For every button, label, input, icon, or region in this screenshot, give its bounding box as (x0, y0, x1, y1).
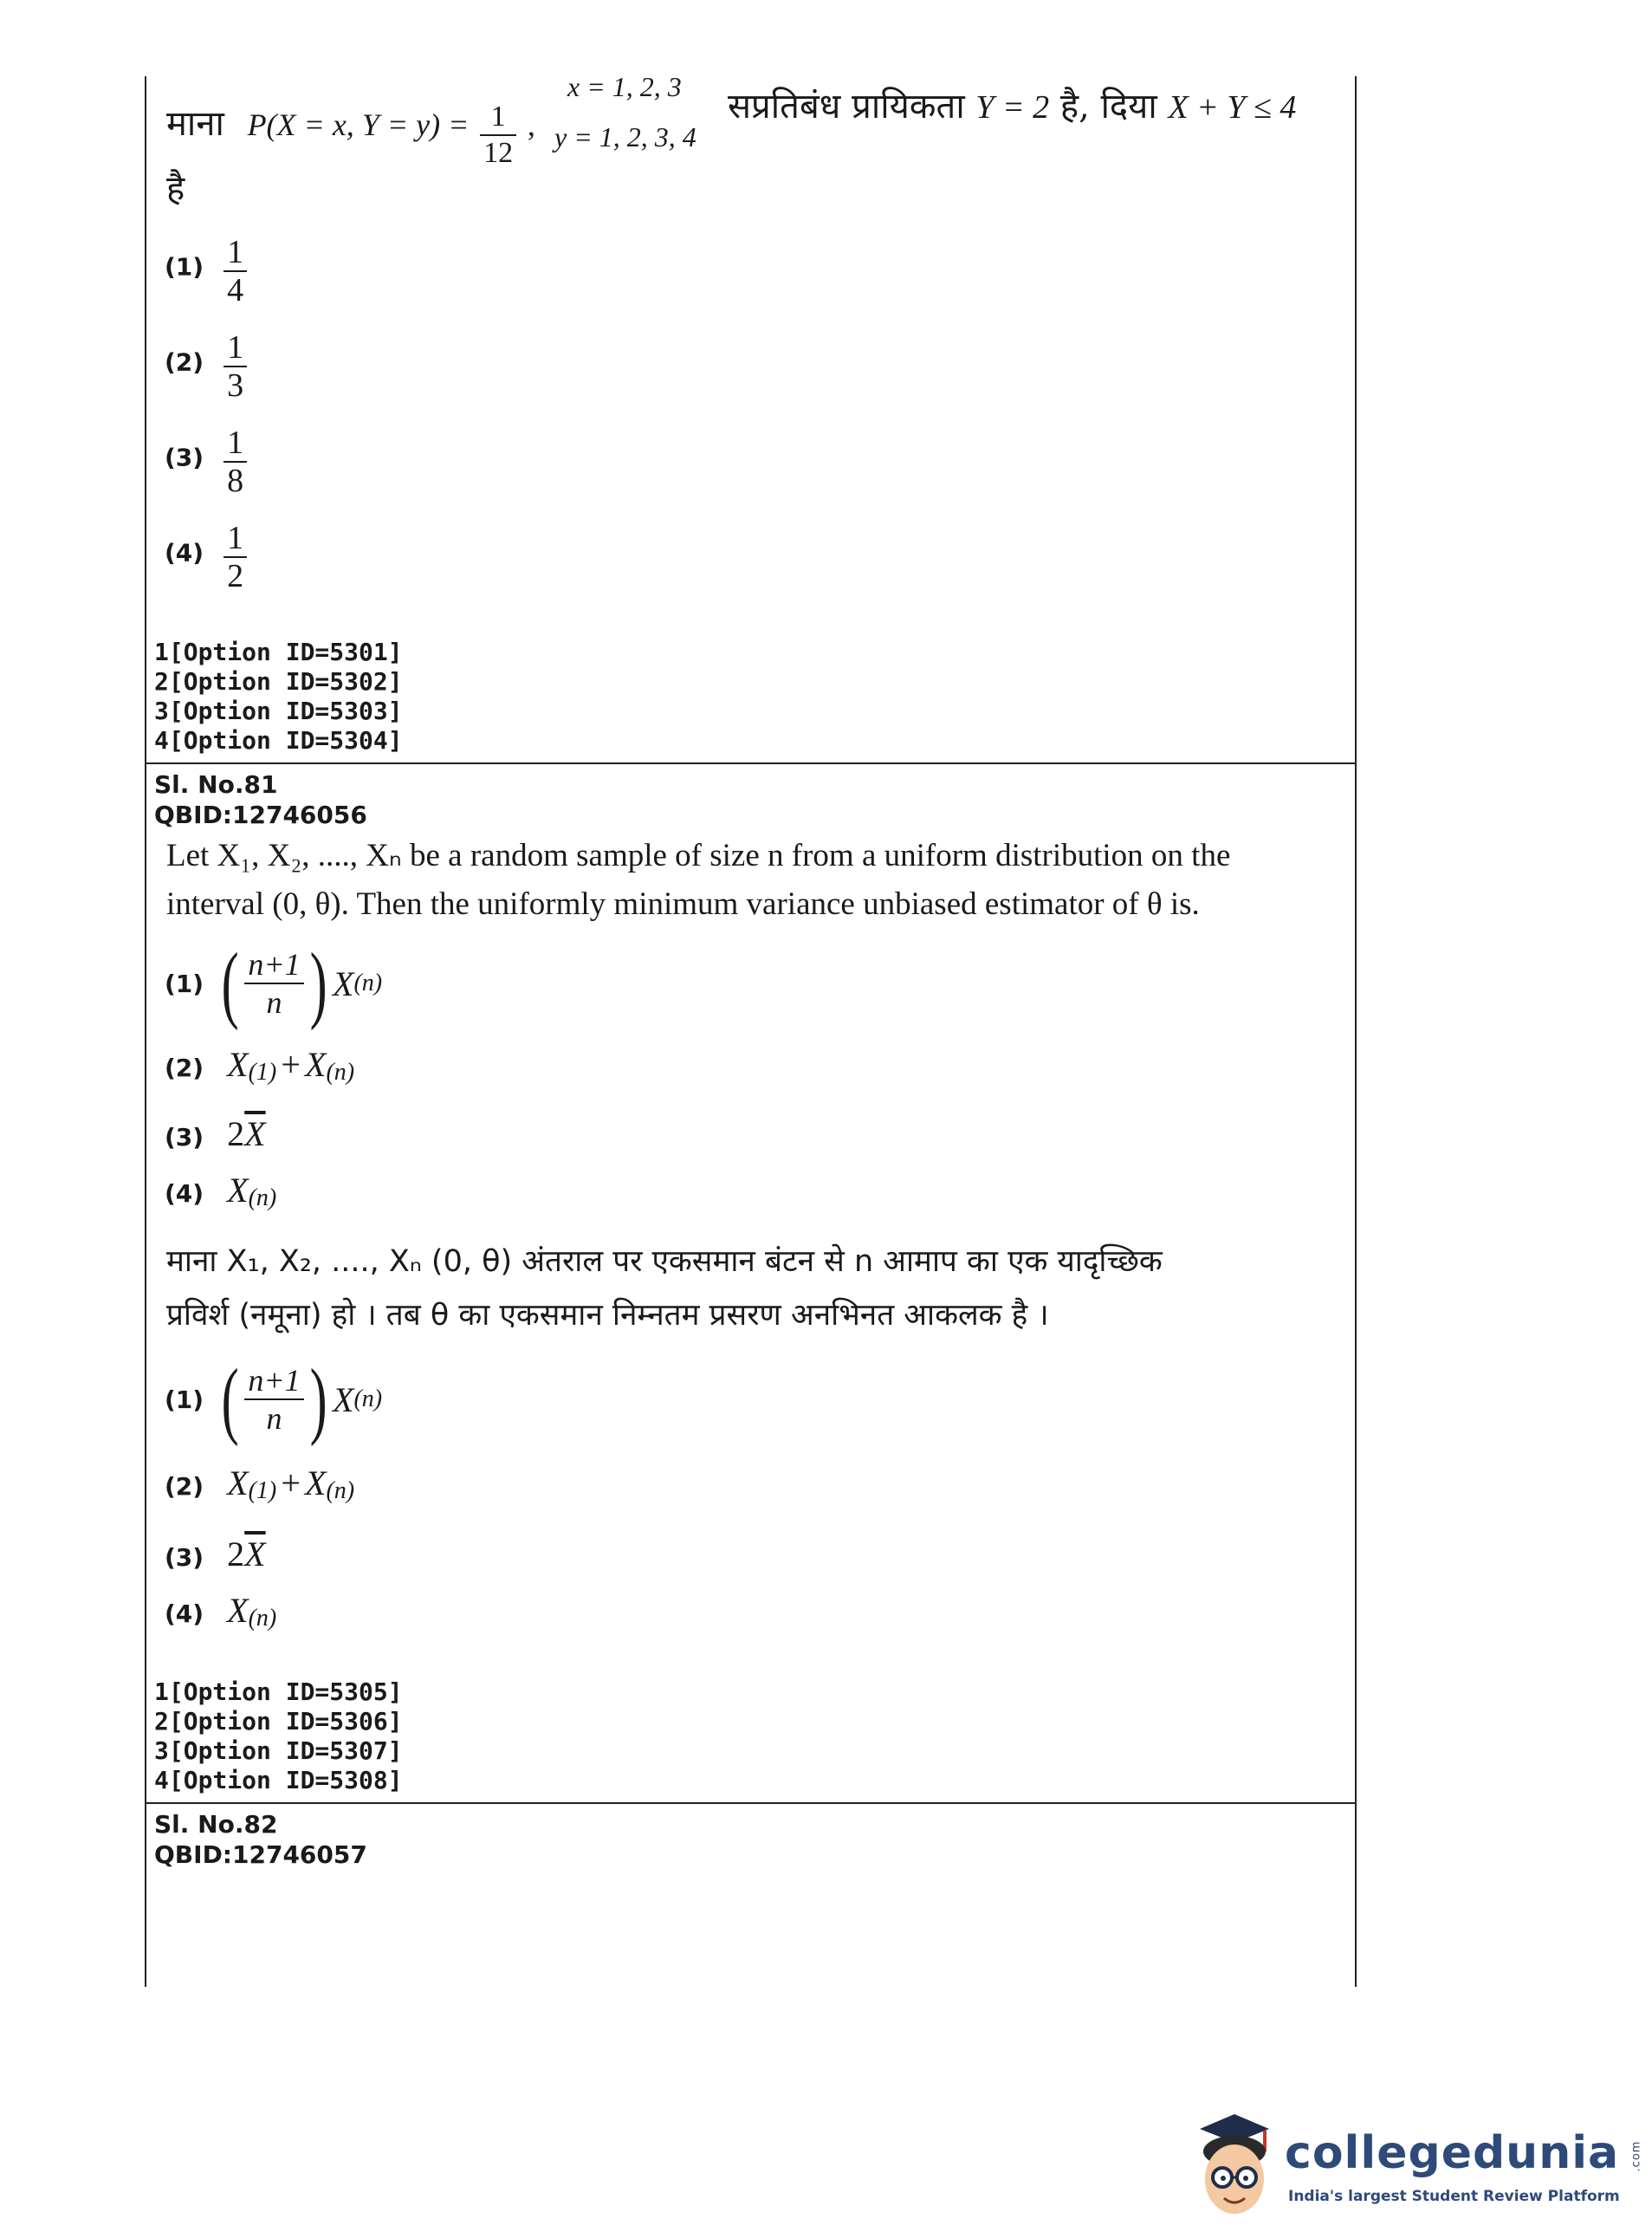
top-option-ids: 1[Option ID=5301] 2[Option ID=5302] 3[Option ID=5303] 4[Option ID=5304] (154, 638, 403, 755)
top-option-2: (2) $\frac{1}{3}$ (165, 329, 247, 404)
divider-q81 (145, 762, 1357, 764)
logo-tagline: India's largest Student Review Platform (1288, 2188, 1620, 2205)
q81-option-ids: 1[Option ID=5305] 2[Option ID=5306] 3[Option ID=5307] 4[Option ID=5308] (154, 1677, 403, 1794)
q81-sl-no: Sl. No.81 (154, 770, 278, 799)
q81-hi-option-2: (2) $X_{(1)} + X_{(n)}$ (165, 1463, 355, 1505)
q81-header (154, 769, 367, 830)
question-top-stem-end: है (166, 169, 185, 209)
q81-en-option-2: (2) $X_{(1)} + X_{(n)}$ (165, 1045, 355, 1087)
q81-hi-option-4: (4) $X_{(n)}$ (165, 1591, 277, 1632)
mascot-icon (1182, 2110, 1286, 2222)
top-option-4: (4) $\frac{1}{2}$ (165, 520, 247, 594)
intro-hindi: माना (166, 104, 224, 144)
q81-en-option-1: (1) ( $\frac{n+1}{n}$ ) X (n) (165, 935, 383, 1031)
collegedunia-logo (1182, 2110, 1643, 2222)
q82-sl-no: Sl. No.82 (154, 1810, 278, 1839)
range-x: x = 1, 2, 3 (567, 71, 682, 102)
right-border (1355, 76, 1357, 1987)
logo-wordmark: collegedunia .com (1285, 2127, 1643, 2179)
top-option-3: (3) $\frac{1}{8}$ (165, 425, 247, 499)
question-top-stem (166, 82, 535, 171)
q81-en-option-4: (4) $X_{(n)}$ (165, 1171, 277, 1212)
q81-hi-option-1: (1) ( $\frac{n+1}{n}$ ) X (n) (165, 1351, 383, 1447)
q81-en-option-3: (3) $2\overline{X}$ (165, 1114, 266, 1153)
prob-expr: P(X = x, Y = y) = (247, 107, 470, 142)
left-border (145, 76, 146, 1987)
q81-stem-hi: माना X₁, X₂, ...., Xₙ (0, θ) अंतराल पर एकसमान बंटन से n आमाप का एक यादृच्छिक प्रविर्श (नमूना) हो । तब θ का एकसमान निम्नतम प्रसरण अनभिनत आकलक है । (166, 1244, 1163, 1333)
q82-header (154, 1809, 367, 1870)
top-option-1: (1) $\frac{1}{4}$ (165, 234, 247, 308)
q81-qbid: QBID:12746056 (154, 801, 367, 829)
q82-qbid: QBID:12746057 (154, 1840, 367, 1869)
range-y: y = 1, 2, 3, 4 (554, 121, 696, 152)
q81-stem-en: Let X₁, X₂, ...., Xₙ be a random sample of size n from a uniform distribution on the interval (0, θ). Then the uniformly minimum variance unbiased estimator of θ is. (166, 838, 1231, 922)
question-top-stem-2: सप्रतिबंध प्रायिकता Y = 2 है, दिया X + Y ≤ 4 (728, 87, 1297, 127)
comma: , (527, 107, 535, 142)
prob-fraction: $\frac{1}{12}$ (480, 100, 516, 171)
divider-q82 (145, 1802, 1357, 1804)
q81-hi-option-3: (3) $2\overline{X}$ (165, 1534, 266, 1573)
